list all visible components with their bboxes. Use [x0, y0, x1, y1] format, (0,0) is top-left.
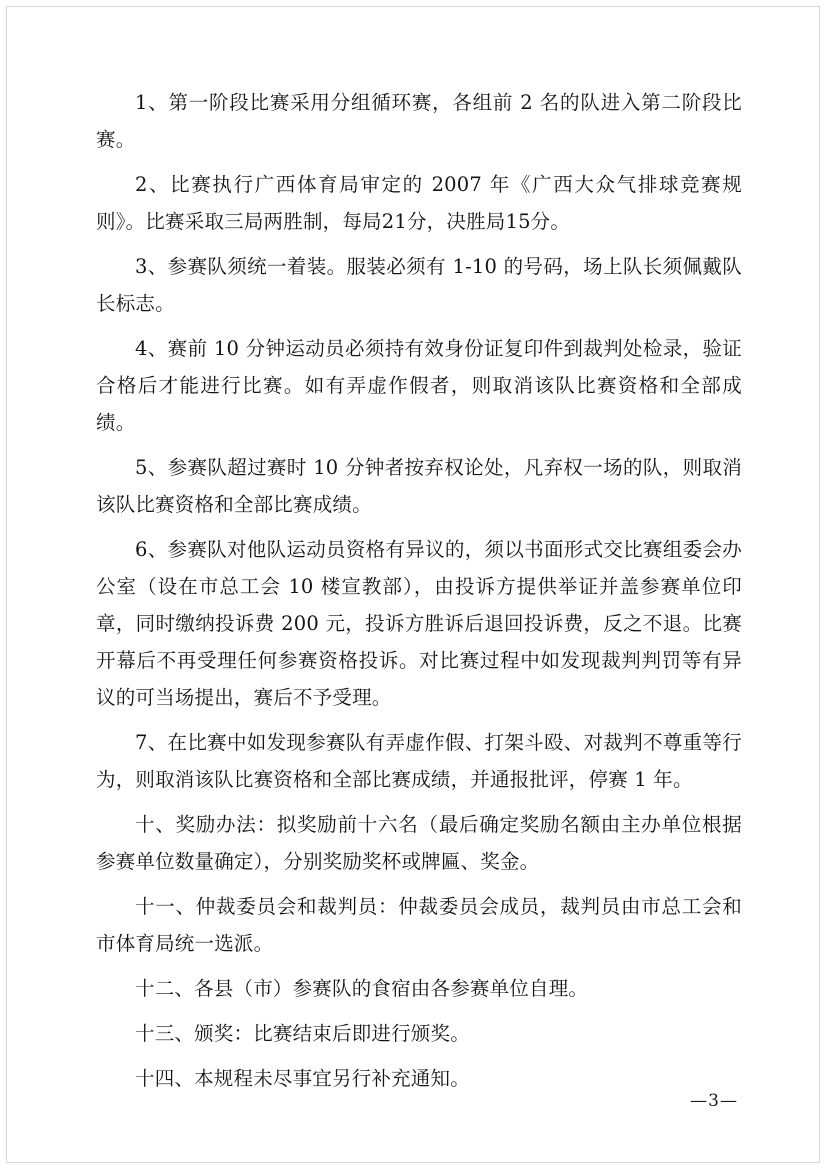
paragraph: 7、在比赛中如发现参赛队有弄虚作假、打架斗殴、对裁判不尊重等行为，则取消该队比赛资格和全部比赛成绩，并通报批评，停赛 1 年。	[96, 731, 742, 791]
paragraph: 6、参赛队对他队运动员资格有异议的，须以书面形式交比赛组委会办公室（设在市总工会 10 楼宣教部），由投诉方提供举证并盖参赛单位印章，同时缴纳投诉费 200 元，投诉方胜诉后退回投诉费，反之不退。比赛开幕后不再受理任何参赛资格投诉。对比赛过程中如发现裁判判罚等有异议的可当场提出，赛后不予受理。	[96, 538, 742, 709]
paragraph: 十一、仲裁委员会和裁判员：仲裁委员会成员，裁判员由市总工会和市体育局统一选派。	[96, 895, 742, 955]
paragraph: 十三、颁奖：比赛结束后即进行颁奖。	[135, 1022, 470, 1045]
page-number: —3—	[690, 1091, 738, 1111]
paragraph: 十四、本规程未尽事宜另行补充通知。	[135, 1067, 470, 1090]
paragraph: 2、比赛执行广西体育局审定的 2007 年《广西大众气排球竞赛规则》。比赛采取三局两胜制，每局21分，决胜局15分。	[96, 173, 742, 233]
paragraph: 十二、各县（市）参赛队的食宿由各参赛单位自理。	[135, 977, 589, 1000]
paragraph: 十、奖励办法：拟奖励前十六名（最后确定奖励名额由主办单位根据参赛单位数量确定），分别奖励奖杯或牌匾、奖金。	[96, 813, 742, 873]
document-body	[96, 84, 742, 1105]
paragraph: 3、参赛队须统一着装。服装必须有 1-10 的号码，场上队长须佩戴队长标志。	[96, 255, 742, 315]
paragraph: 5、参赛队超过赛时 10 分钟者按弃权论处，凡弃权一场的队，则取消该队比赛资格和全部比赛成绩。	[96, 456, 742, 516]
paragraph: 1、第一阶段比赛采用分组循环赛，各组前 2 名的队进入第二阶段比赛。	[96, 91, 742, 151]
paragraph: 4、赛前 10 分钟运动员必须持有效身份证复印件到裁判处检录，验证合格后才能进行比赛。如有弄虚作假者，则取消该队比赛资格和全部成绩。	[96, 337, 742, 434]
